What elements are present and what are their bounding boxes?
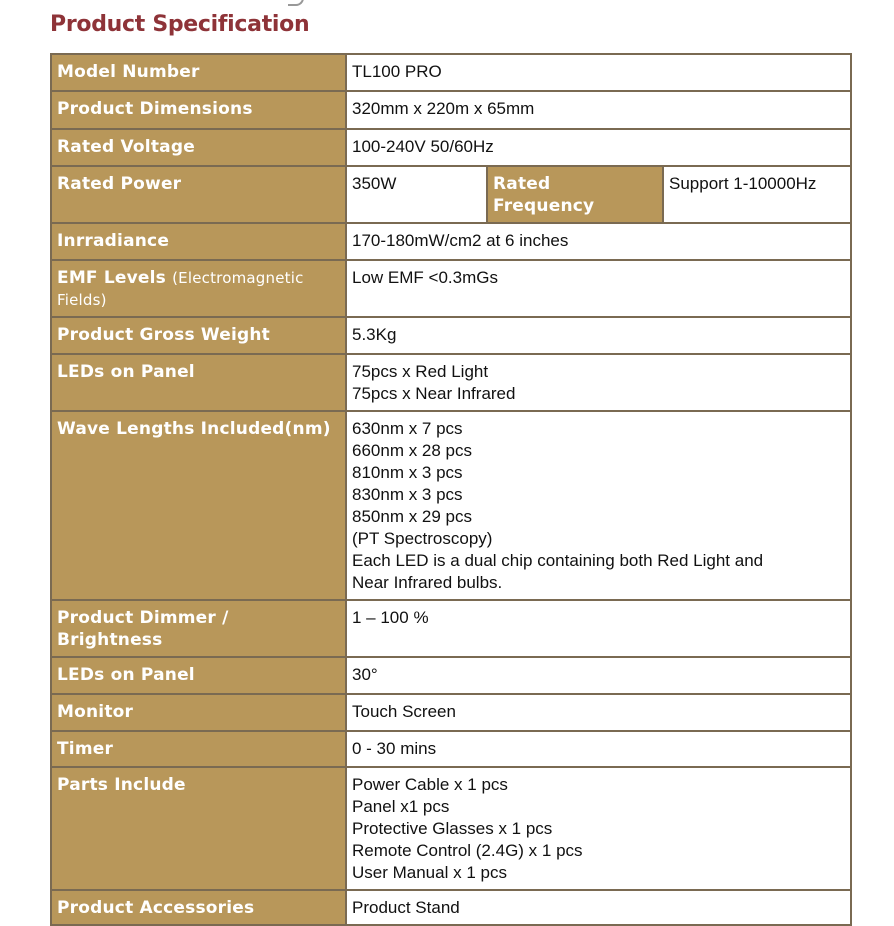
spec-label: Product Accessories [51, 890, 346, 925]
spec-value [346, 354, 851, 411]
spec-value: 350W [346, 166, 487, 223]
table-row [51, 354, 851, 411]
spec-value: 320mm x 220m x 65mm [346, 91, 851, 129]
spec-value: Touch Screen [346, 694, 851, 731]
spec-value: 1 – 100 % [346, 600, 851, 657]
value-line: Panel x1 pcs [352, 797, 450, 816]
spec-value: 5.3Kg [346, 317, 851, 354]
spec-label: Product Dimmer / Brightness [51, 600, 346, 657]
spec-value: Product Stand [346, 890, 851, 925]
table-row [51, 657, 851, 694]
value-line: Remote Control (2.4G) x 1 pcs [352, 841, 583, 860]
value-line: 810nm x 3 pcs [352, 463, 463, 482]
spec-value: 100-240V 50/60Hz [346, 129, 851, 166]
value-line: Protective Glasses x 1 pcs [352, 819, 553, 838]
table-row [51, 317, 851, 354]
table-row [51, 129, 851, 166]
spec-value [346, 767, 851, 890]
spec-label: Rated Frequency [487, 166, 663, 223]
table-row [51, 91, 851, 129]
spec-label: Rated Voltage [51, 129, 346, 166]
spec-value: Support 1-10000Hz [663, 166, 851, 223]
table-row [51, 166, 851, 223]
spec-value: 0 - 30 mins [346, 731, 851, 767]
value-line: 630nm x 7 pcs [352, 419, 463, 438]
value-line: Power Cable x 1 pcs [352, 775, 508, 794]
spec-label: Inrradiance [51, 223, 346, 260]
spec-label: LEDs on Panel [51, 657, 346, 694]
value-line: 75pcs x Red Light [352, 362, 489, 381]
table-row [51, 411, 851, 600]
table-row [51, 600, 851, 657]
spec-value: Low EMF <0.3mGs [346, 260, 851, 317]
table-row [51, 731, 851, 767]
spec-table [50, 53, 852, 926]
value-line: (PT Spectroscopy) [352, 529, 493, 548]
spec-label: Model Number [51, 54, 346, 91]
spec-value: 30° [346, 657, 851, 694]
spec-label-sub: (Electromagnetic Fields) [57, 269, 304, 309]
table-row [51, 260, 851, 317]
spec-label: Product Gross Weight [51, 317, 346, 354]
decorative-curve [288, 0, 304, 6]
value-line: 830nm x 3 pcs [352, 485, 463, 504]
spec-label: Rated Power [51, 166, 346, 223]
value-line: Each LED is a dual chip containing both Red Light and [352, 551, 764, 570]
spec-value: 170-180mW/cm2 at 6 inches [346, 223, 851, 260]
spec-label: Monitor [51, 694, 346, 731]
table-row [51, 694, 851, 731]
spec-label [51, 260, 346, 317]
table-row [51, 767, 851, 890]
spec-label-main: EMF Levels [57, 268, 166, 288]
table-row [51, 890, 851, 925]
value-line: User Manual x 1 pcs [352, 863, 507, 882]
spec-label: Parts Include [51, 767, 346, 890]
spec-label: Wave Lengths Included(nm) [51, 411, 346, 600]
page-title: Product Specification [50, 12, 310, 37]
spec-label: Timer [51, 731, 346, 767]
value-line: 850nm x 29 pcs [352, 507, 473, 526]
value-line: 75pcs x Near Infrared [352, 384, 516, 403]
value-line: 660nm x 28 pcs [352, 441, 473, 460]
table-row [51, 54, 851, 91]
spec-label: Product Dimensions [51, 91, 346, 129]
spec-value: TL100 PRO [346, 54, 851, 91]
table-row [51, 223, 851, 260]
value-line: Near Infrared bulbs. [352, 573, 503, 592]
spec-value [346, 411, 851, 600]
spec-label: LEDs on Panel [51, 354, 346, 411]
